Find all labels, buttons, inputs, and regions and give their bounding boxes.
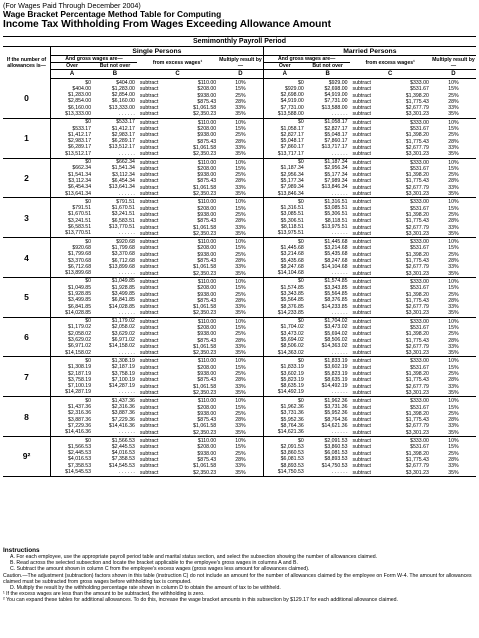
married-subtract-values (350, 397, 431, 437)
married-notover-values: $2,091.53 $3,860.53 $6,081.53 $8,893.53 $14,750.53 . . . . . . (306, 437, 350, 477)
footnote-1: ¹ If the excess wages are less than the amount to be subtracted, the withholding is zero. (3, 591, 205, 598)
instruction-b: B. Read across the selected subsection and locate the bracket applicable to the employee's gross wages in columns A and B. (10, 560, 298, 567)
col-letter-a: A (51, 70, 94, 79)
page-title: Income Tax Withholding From Wages Exceeding Allowance Amount (3, 19, 332, 30)
single-notover-values: $1,437.36 $2,316.36 $3,887.36 $7,229.36 $14,416.36 . . . . . . (93, 397, 137, 437)
subtract-label: subtract subtract subtract subtract subtract subtract (139, 199, 159, 237)
subtract-label: subtract subtract subtract subtract subtract subtract (352, 159, 371, 198)
single-multiply-values: 10% 15% 25% 28% 33% 35% (218, 397, 263, 437)
table-name: Wage Bracket Percentage Method Table for Computing (3, 9, 222, 19)
allowance-group (3, 79, 476, 119)
single-notover-values: $920.68 $1,799.68 $3,370.68 $6,712.68 $13,899.68 . . . . . . (93, 238, 137, 278)
single-notover-values: $1,566.53 $2,445.53 $4,016.53 $7,358.53 $14,545.53 . . . . . . (93, 437, 137, 477)
subtract-label: subtract subtract subtract subtract subtract subtract (352, 278, 371, 317)
married-subtract-values (350, 198, 431, 238)
single-notover-values: $1,179.02 $2,058.02 $3,629.02 $6,971.02 $14,158.02 . . . . . . (93, 317, 137, 357)
married-multiply-values: 10% 15% 25% 28% 33% 35% (431, 437, 476, 477)
subtract-amounts: $110.00 $208.00 $938.00 $875.43 $1,061.58 $2,350.23 (193, 318, 217, 357)
married-subtract-values (350, 158, 431, 198)
single-subtract-values (137, 118, 218, 158)
single-multiply-values: 10% 15% 25% 28% 33% 35% (218, 277, 263, 317)
single-multiply-values: 10% 15% 25% 28% 33% 35% (218, 437, 263, 477)
single-subtract-values (137, 397, 218, 437)
married-over-values: $0 $1,833.19 $3,602.19 $5,823.19 $8,635.19 $14,492.19 (263, 357, 306, 397)
single-over-values: $0 $1,049.85 $1,928.85 $3,499.85 $6,841.85 $14,028.85 (51, 277, 94, 317)
subtract-amounts: $110.00 $208.00 $938.00 $875.43 $1,061.58 $2,350.23 (193, 358, 217, 396)
subtract-amounts: $110.00 $208.00 $938.00 $875.43 $1,061.58 $2,350.23 (193, 199, 217, 237)
col-letter-b: B (306, 70, 350, 79)
married-over-values: $0 $2,091.53 $3,860.53 $6,081.53 $8,893.53 $14,750.53 (263, 437, 306, 477)
married-over-values: $0 $929.00 $2,698.00 $4,919.00 $7,731.00 $13,588.00 (263, 79, 306, 119)
subtract-label: subtract subtract subtract subtract subtract subtract (139, 358, 159, 396)
single-subtract-values (137, 317, 218, 357)
withholding-table (3, 36, 476, 477)
single-multiply-values: 10% 15% 25% 28% 33% 35% (218, 118, 263, 158)
subtract-label: subtract subtract subtract subtract subtract subtract (352, 398, 371, 436)
single-multiply-values: 10% 15% 25% 28% 33% 35% (218, 198, 263, 238)
married-multiply-values: 10% 15% 25% 28% 33% 35% (431, 118, 476, 158)
allowance-count: 3 (3, 198, 51, 238)
single-over-header: Over (66, 63, 78, 69)
married-over-values: $0 $1,187.34 $2,956.34 $5,177.34 $7,989.34 $13,846.34 (263, 158, 306, 198)
allowance-count: 9² (3, 437, 51, 477)
married-notover-values: $1,187.34 $2,956.34 $5,177.34 $7,989.34 $13,846.34 . . . . . . (306, 158, 350, 198)
married-notover-values: $1,445.68 $3,214.68 $5,435.68 $8,247.68 $14,104.68 . . . . . . (306, 238, 350, 278)
married-over-values: $0 $1,962.36 $3,731.36 $5,952.36 $8,764.36 $14,621.36 (263, 397, 306, 437)
married-gross-header: And gross wages are— (263, 56, 349, 63)
col-letter-a: A (263, 70, 306, 79)
single-subtract-header: from excess wages¹ (152, 59, 203, 66)
single-over-values: $0 $920.68 $1,799.68 $3,370.68 $6,712.68 $13,899.68 (51, 238, 94, 278)
allowance-group (3, 118, 476, 158)
subtract-label: subtract subtract subtract subtract subtract subtract (352, 239, 371, 277)
col-letter-c: C (137, 70, 218, 79)
married-multiply-values: 10% 15% 25% 28% 33% 35% (431, 238, 476, 278)
allowance-group (3, 158, 476, 198)
married-over-values: $0 $1,058.17 $2,827.17 $5,048.17 $7,860.17 $13,717.17 (263, 118, 306, 158)
married-over-values: $0 $1,704.02 $3,473.02 $5,694.02 $8,506.02 $14,363.02 (263, 317, 306, 357)
payroll-period-title: Semimonthly Payroll Period (3, 37, 476, 47)
subtract-amounts: $333.00 $531.67 $1,398.20 $1,775.43 $2,677.79 $3,301.23 (405, 239, 429, 277)
subtract-label: subtract subtract subtract subtract subtract subtract (352, 438, 371, 476)
subtract-amounts: $333.00 $531.67 $1,398.20 $1,775.43 $2,677.79 $3,301.23 (405, 119, 429, 158)
allowance-count: 5 (3, 277, 51, 317)
caution-note: Caution.—The adjustment (subtraction) factors shown in this table (instruction C) do not include an amount for the number of allowances claimed by the employee on Form W-4. The amount for allowances claimed must be subtracted from gross wages before withholding tax is computed. (3, 572, 472, 585)
married-multiply-values: 10% 15% 25% 28% 33% 35% (431, 79, 476, 119)
allowance-group (3, 437, 476, 477)
single-over-values: $0 $1,308.19 $2,187.19 $3,758.19 $7,100.19 $14,287.19 (51, 357, 94, 397)
subtract-label: subtract subtract subtract subtract subtract subtract (139, 80, 159, 118)
single-notover-values: $1,049.85 $1,928.85 $3,499.85 $6,841.85 $14,028.85 . . . . . . (93, 277, 137, 317)
col-letter-d: D (218, 70, 263, 79)
instructions (3, 547, 476, 604)
subtract-amounts: $110.00 $208.00 $938.00 $875.43 $1,061.58 $2,350.23 (193, 398, 217, 436)
married-over-header: Over (263, 63, 306, 70)
married-subtract-header: from excess wages¹ (365, 59, 415, 66)
single-subtract-values (137, 277, 218, 317)
subtract-label: subtract subtract subtract subtract subtract subtract (139, 438, 159, 476)
single-over-values: $0 $404.00 $1,283.00 $2,854.00 $6,160.00 $13,333.00 (51, 79, 94, 119)
allowance-group (3, 238, 476, 278)
single-multiply-header: Multiply result by— (219, 56, 262, 69)
subtract-amounts: $110.00 $208.00 $938.00 $875.43 $1,061.58 $2,350.23 (193, 80, 217, 118)
subtract-label: subtract subtract subtract subtract subtract subtract (352, 119, 371, 158)
married-multiply-values: 10% 15% 25% 28% 33% 35% (431, 198, 476, 238)
subtract-amounts: $333.00 $531.67 $1,398.20 $1,775.43 $2,677.79 $3,301.23 (405, 398, 429, 436)
subtract-label: subtract subtract subtract subtract subtract subtract (139, 239, 159, 277)
single-subtract-values (137, 238, 218, 278)
subtract-amounts: $333.00 $531.67 $1,398.20 $1,775.43 $2,677.79 $3,301.23 (405, 358, 429, 396)
subtract-label: subtract subtract subtract subtract subtract subtract (352, 199, 371, 237)
subtract-amounts: $333.00 $531.67 $1,398.20 $1,775.43 $2,677.79 $3,301.23 (405, 318, 429, 357)
allowance-group (3, 357, 476, 397)
married-notover-values: $1,833.19 $3,602.19 $5,823.19 $8,635.19 $14,492.19 . . . . . . (306, 357, 350, 397)
married-notover-values: $1,058.17 $2,827.17 $5,048.17 $7,860.17 $13,717.17 . . . . . . (306, 118, 350, 158)
allowance-group (3, 277, 476, 317)
married-subtract-values (350, 317, 431, 357)
single-subtract-values (137, 158, 218, 198)
subtract-label: subtract subtract subtract subtract subtract subtract (352, 318, 371, 357)
single-notover-values: $791.51 $1,670.51 $3,241.51 $6,583.51 $13,770.51 . . . . . . (93, 198, 137, 238)
instructions-title: Instructions (3, 547, 40, 554)
subtract-label: subtract subtract subtract subtract subtract subtract (139, 278, 159, 317)
single-subtract-values (137, 437, 218, 477)
single-over-values: $0 $1,566.53 $2,445.53 $4,016.53 $7,358.53 $14,545.53 (51, 437, 94, 477)
single-multiply-values: 10% 15% 25% 28% 33% 35% (218, 357, 263, 397)
allowance-group (3, 317, 476, 357)
single-notover-values: $662.34 $1,541.34 $3,112.34 $6,454.34 $13,641.34 . . . . . . (93, 158, 137, 198)
col-letter-c: C (350, 70, 431, 79)
married-over-values: $0 $1,445.68 $3,214.68 $5,435.68 $8,247.68 $14,104.68 (263, 238, 306, 278)
allowance-count: 4 (3, 238, 51, 278)
married-subtract-values (350, 79, 431, 119)
single-gross-header: And gross wages are— (51, 56, 137, 63)
single-multiply-values: 10% 15% 25% 28% 33% 35% (218, 317, 263, 357)
subtract-amounts: $110.00 $208.00 $938.00 $875.43 $1,061.58 $2,350.23 (193, 438, 217, 476)
subtract-label: subtract subtract subtract subtract subtract subtract (139, 398, 159, 436)
subtract-amounts: $110.00 $208.00 $938.00 $875.43 $1,061.58 $2,350.23 (193, 159, 217, 198)
subtract-amounts: $333.00 $531.67 $1,398.20 $1,775.43 $2,677.79 $3,301.23 (405, 278, 429, 317)
subtract-label: subtract subtract subtract subtract subtract subtract (139, 119, 159, 158)
single-persons-header: Single Persons (51, 47, 264, 56)
married-persons-header: Married Persons (263, 47, 476, 56)
single-notover-values: $1,308.19 $2,187.19 $3,758.19 $7,100.19 $14,287.19 . . . . . . (93, 357, 137, 397)
subtract-amounts: $333.00 $531.67 $1,398.20 $1,775.43 $2,677.79 $3,301.23 (405, 199, 429, 237)
col-letter-b: B (93, 70, 137, 79)
instruction-c: C. Subtract the amount shown in column C from the employee's excess wages (gross wages less amount for allowances claimed). (10, 566, 310, 573)
married-multiply-values: 10% 15% 25% 28% 33% 35% (431, 158, 476, 198)
single-multiply-values: 10% 15% 25% 28% 33% 35% (218, 238, 263, 278)
married-multiply-values: 10% 15% 25% 28% 33% 35% (431, 317, 476, 357)
subtract-label: subtract subtract subtract subtract subtract subtract (352, 80, 371, 118)
allowance-count: 1 (3, 118, 51, 158)
married-notover-values: $1,574.85 $3,343.85 $5,564.85 $8,376.85 $14,233.85 . . . . . . (306, 277, 350, 317)
single-notover-values: $404.00 $1,283.00 $2,854.00 $6,160.00 $13,333.00 . . . . . . (93, 79, 137, 119)
subtract-amounts: $333.00 $531.67 $1,398.20 $1,775.43 $2,677.79 $3,301.23 (405, 438, 429, 476)
married-multiply-values: 10% 15% 25% 28% 33% 35% (431, 357, 476, 397)
single-notover-values: $533.17 $1,412.17 $2,983.17 $6,289.17 $13,512.17 . . . . . . (93, 118, 137, 158)
allowance-count: 6 (3, 317, 51, 357)
married-notover-values: $1,962.36 $3,731.36 $5,952.36 $8,764.36 $14,621.36 . . . . . . (306, 397, 350, 437)
allowance-group (3, 198, 476, 238)
subtract-amounts: $333.00 $531.67 $1,398.20 $1,775.43 $2,677.79 $3,301.23 (405, 159, 429, 198)
married-notover-values: $1,316.51 $3,085.51 $5,306.51 $8,118.51 $13,975.51 . . . . . . (306, 198, 350, 238)
single-multiply-values: 10% 15% 25% 28% 33% 35% (218, 158, 263, 198)
period-note: (For Wages Paid Through December 2004) (3, 1, 141, 10)
allowance-count: 8 (3, 397, 51, 437)
single-subtract-values (137, 198, 218, 238)
single-over-values: $0 $1,437.36 $2,316.36 $3,887.36 $7,229.36 $14,416.36 (51, 397, 94, 437)
married-subtract-values (350, 357, 431, 397)
married-over-values: $0 $1,316.51 $3,085.51 $5,306.51 $8,118.51 $13,975.51 (263, 198, 306, 238)
single-multiply-values: 10% 15% 25% 28% 33% 35% (218, 79, 263, 119)
subtract-label: subtract subtract subtract subtract subtract subtract (352, 358, 371, 396)
married-notover-header: But not over (312, 63, 343, 69)
married-subtract-values (350, 118, 431, 158)
single-over-values: $0 $791.51 $1,670.51 $3,241.51 $6,583.51 $13,770.51 (51, 198, 94, 238)
married-multiply-values: 10% 15% 25% 28% 33% 35% (431, 397, 476, 437)
married-subtract-values (350, 437, 431, 477)
allowance-count: 2 (3, 158, 51, 198)
single-over-values: $0 $533.17 $1,412.17 $2,983.17 $6,289.17 $13,512.17 (51, 118, 94, 158)
single-notover-header: But not over (99, 63, 131, 69)
single-subtract-values (137, 79, 218, 119)
allowances-header: If the number of allowances is— (3, 47, 51, 79)
footnote-2: ² You can expand these tables for additional allowances. To do this, increase the wage bracket amounts in this subsection by $129.17 for each additional allowance claimed. (3, 597, 398, 604)
subtract-amounts: $110.00 $208.00 $938.00 $875.43 $1,061.58 $2,350.23 (193, 278, 217, 317)
instruction-d: D. Multiply the result by the withholding percentage rate shown in column D to obtain the amount of tax to be withheld. (10, 585, 281, 592)
married-multiply-values: 10% 15% 25% 28% 33% 35% (431, 277, 476, 317)
married-subtract-values (350, 238, 431, 278)
col-letter-d: D (431, 70, 476, 79)
single-over-values: $0 $1,179.02 $2,058.02 $3,629.02 $6,971.02 $14,158.02 (51, 317, 94, 357)
subtract-label: subtract subtract subtract subtract subtract subtract (139, 318, 159, 357)
subtract-amounts: $110.00 $208.00 $938.00 $875.43 $1,061.58 $2,350.23 (193, 239, 217, 277)
subtract-amounts: $333.00 $531.67 $1,398.20 $1,775.43 $2,677.79 $3,301.23 (405, 80, 429, 118)
married-subtract-values (350, 277, 431, 317)
allowance-count: 0 (3, 79, 51, 119)
married-notover-values: $929.00 $2,698.00 $4,919.00 $7,731.00 $13,588.00 . . . . . . (306, 79, 350, 119)
married-multiply-header: Multiply result by— (432, 56, 475, 69)
married-over-values: $0 $1,574.85 $3,343.85 $5,564.85 $8,376.85 $14,233.85 (263, 277, 306, 317)
single-over-values: $0 $662.34 $1,541.34 $3,112.34 $6,454.34 $13,641.34 (51, 158, 94, 198)
single-subtract-values (137, 357, 218, 397)
married-notover-values: $1,704.02 $3,473.02 $5,694.02 $8,506.02 $14,363.02 . . . . . . (306, 317, 350, 357)
instruction-a: A. For each employee, use the appropriate payroll period table and marital status section, and select the subsection showing the number of allowances claimed. (10, 554, 378, 560)
allowance-count: 7 (3, 357, 51, 397)
allowance-group (3, 397, 476, 437)
subtract-amounts: $110.00 $208.00 $938.00 $875.43 $1,061.58 $2,350.23 (193, 119, 217, 158)
subtract-label: subtract subtract subtract subtract subtract subtract (139, 159, 159, 198)
